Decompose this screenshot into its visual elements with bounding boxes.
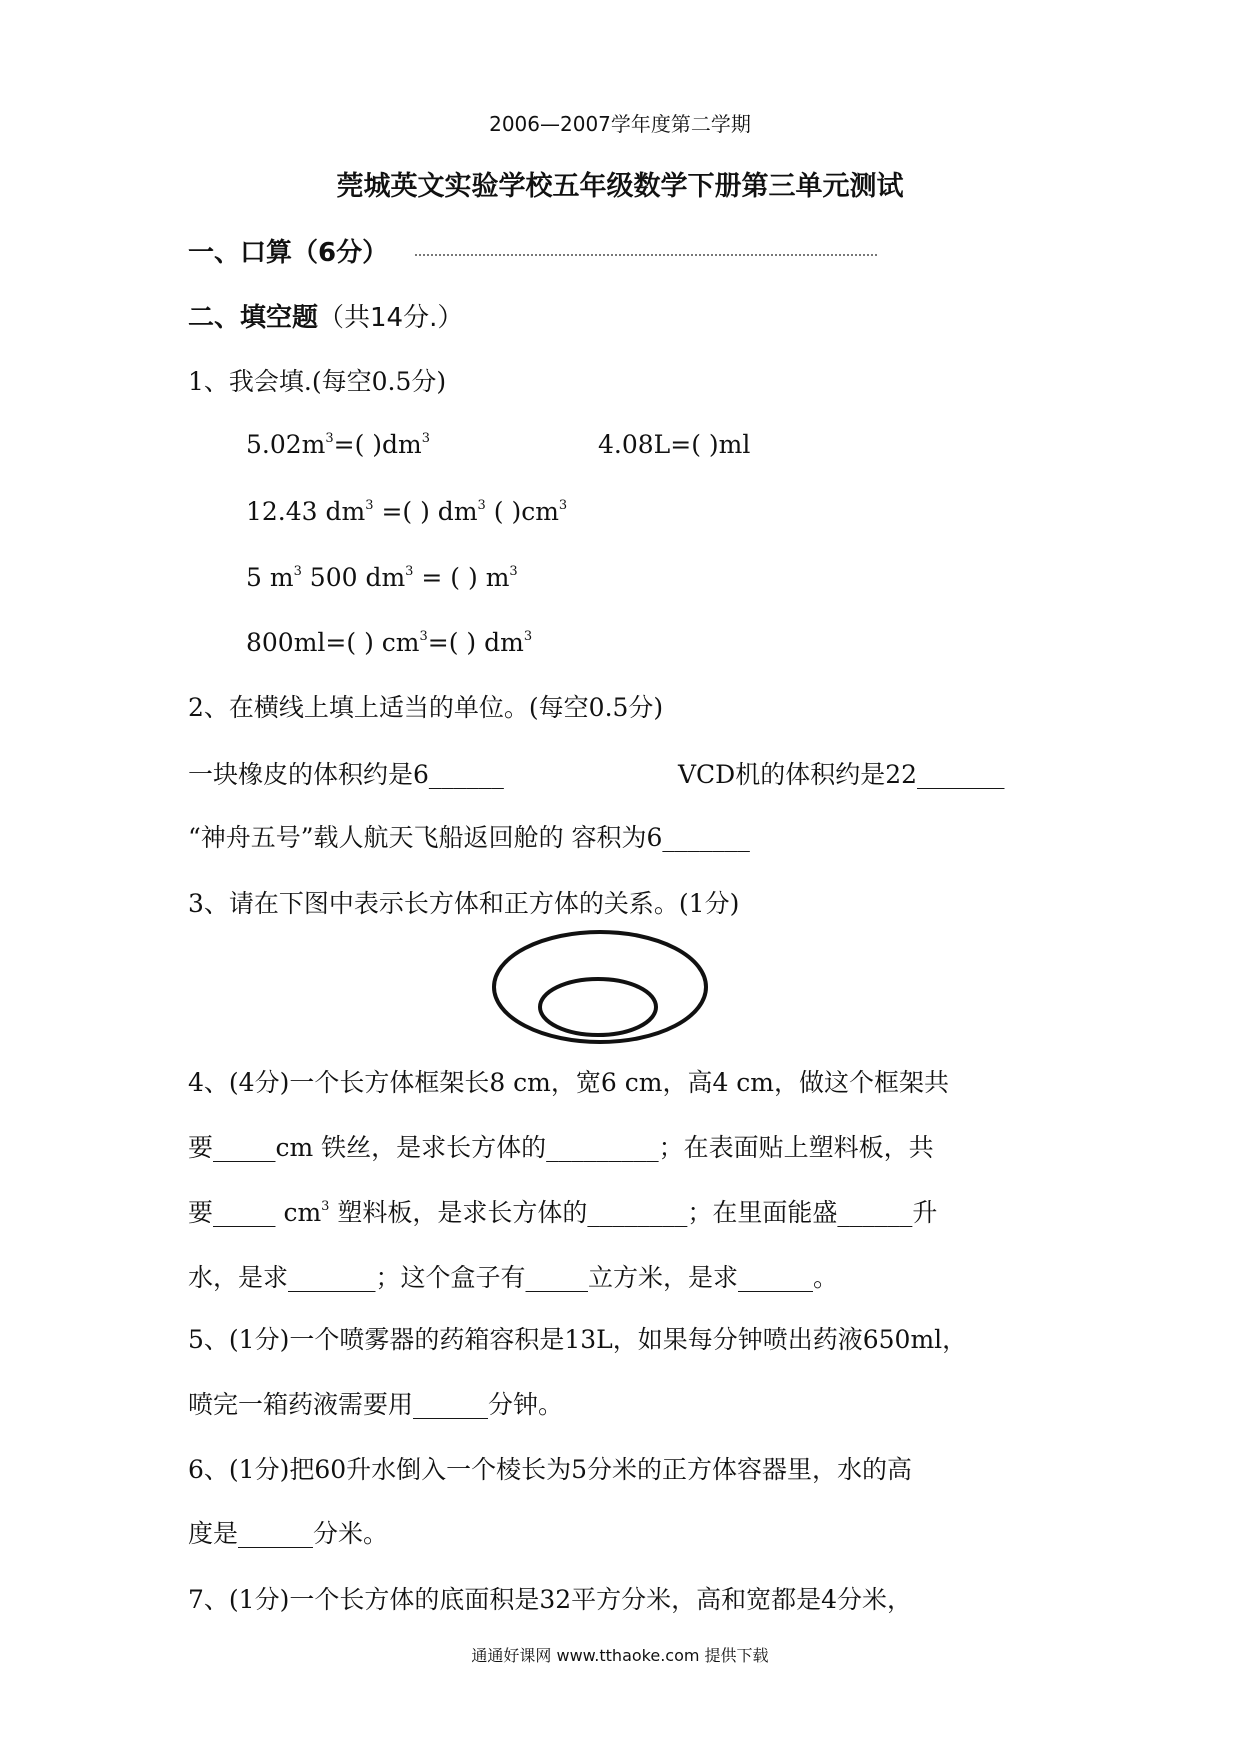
outer-ellipse [494,932,706,1042]
q1-row1-left: $5.02m^3=$( )$dm^3$ [246,430,431,459]
section-2-title: 二、填空题 [188,303,319,333]
section-2-heading [188,297,463,334]
venn-diagram [488,928,712,1046]
q2-item-capsule: “神舟五号”载人航天飞船返回舱的 容积为6_______ [188,823,750,852]
q5-line1: 5、(1分)一个喷雾器的药箱容积是13L，如果每分钟喷出药液650ml， [188,1325,968,1354]
footer-text: 通通好课网 www.tthaoke.com 提供下载 [471,1646,769,1665]
q6-line2: 度是______分米。 [188,1519,389,1548]
q4-line3: 要_____ $cm^3$ 塑料板，是求长方体的________；在里面能盛______升 [188,1198,938,1227]
section-2-points: （共14分.） [318,303,464,333]
q1-row3: 5 $m^3$ 500 $dm^3$ = ( ) $m^3$ [246,563,518,592]
q1-row4: 800ml=( ) $cm^3=$( ) $dm^3$ [246,628,533,657]
q5-line2: 喷完一箱药液需要用______分钟。 [188,1390,564,1419]
section-1-heading: 一、口算（6分） [188,238,389,268]
q1-title: 1、我会填.(每空0.5分) [188,367,447,396]
q6-line1: 6、(1分)把60升水倒入一个棱长为5分米的正方体容器里，水的高 [188,1455,913,1484]
q1-row1-right: 4.08L=( )ml [598,430,751,459]
term-heading: 2006—2007学年度第二学期 [489,112,751,136]
q4-line1: 4、(4分)一个长方体框架长8 cm，宽6 cm，高4 cm，做这个框架共 [188,1068,950,1097]
q3-title: 3、请在下图中表示长方体和正方体的关系。(1分) [188,889,740,918]
page-title: 莞城英文实验学校五年级数学下册第三单元测试 [336,171,904,202]
q2-item-vcd: VCD机的体积约是22_______ [678,760,1005,789]
q4-line4: 水，是求_______；这个盒子有_____立方米，是求______。 [188,1263,839,1292]
q2-title: 2、在横线上填上适当的单位。(每空0.5分) [188,693,664,722]
q4-line2: 要_____cm 铁丝，是求长方体的_________；在表面贴上塑料板，共 [188,1133,934,1162]
inner-ellipse [540,979,656,1035]
q1-row2: 12.43 $dm^3$ =( ) $dm^3$ ( )$cm^3$ [246,497,568,526]
q7-line1: 7、(1分)一个长方体的底面积是32平方分米，高和宽都是4分米， [188,1585,913,1614]
q2-item-eraser: 一块橡皮的体积约是6______ [188,760,504,789]
dotted-leader [415,254,877,256]
